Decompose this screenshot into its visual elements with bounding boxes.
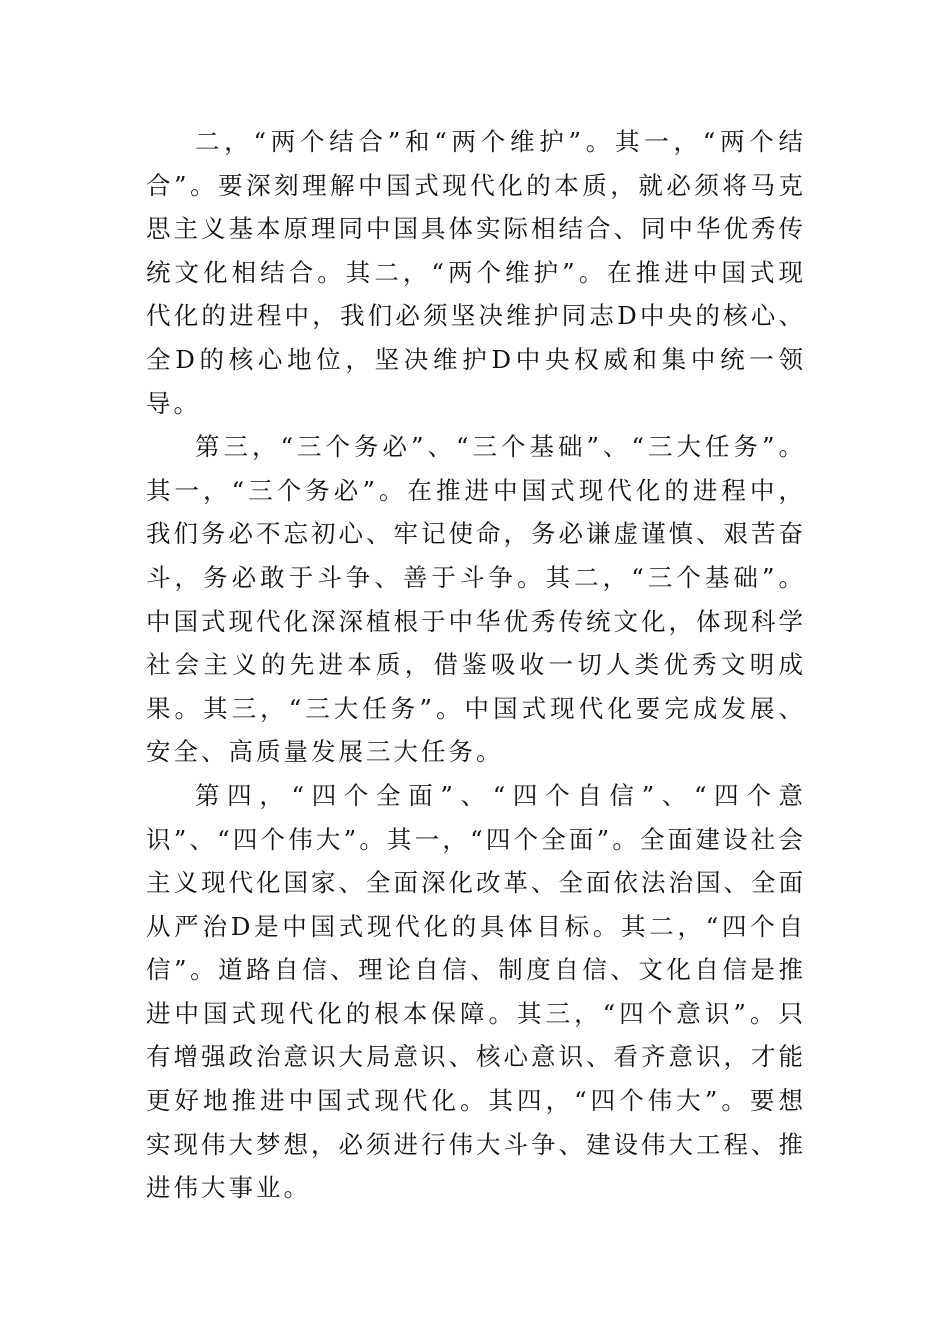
paragraph-four-comprehensives: 第四，“四个全面”、“四个自信”、“四个意识”、“四个伟大”。其一，“四个全面”。全面建设社会主义现代化国家、全面深化改革、全面依法治国、全面从严治D是中国式现代化的具体目标。其二，“四个自信”。道路自信、理论自信、制度自信、文化自信是推进中国式现代化的根本保障。其三，“四个意识”。只有增强政治意识大局意识、核心意识、看齐意识，才能更好地推进中国式现代化。其四，“四个伟大”。要想实现伟大梦想，必须进行伟大斗争、建设伟大工程、推进伟大事业。	[146, 780, 806, 1203]
paragraph-three-musts: 第三，“三个务必”、“三个基础”、“三大任务”。其一，“三个务必”。在推进中国式现代化的进程中，我们务必不忘初心、牢记使命，务必谦虚谨慎、艰苦奋斗，务必敢于斗争、善于斗争。其二，“三个基础”。中国式现代化深深植根于中华优秀传统文化，体现科学社会主义的先进本质，借鉴吸收一切人类优秀文明成果。其三，“三大任务”。中国式现代化要完成发展、安全、高质量发展三大任务。	[146, 432, 806, 767]
paragraph-two-combinations: 二，“两个结合”和“两个维护”。其一，“两个结合”。要深刻理解中国式现代化的本质，就必须将马克思主义基本原理同中国具体实际相结合、同中华优秀传统文化相结合。其二，“两个维护”。在推进中国式现代化的进程中，我们必须坚决维护同志D中央的核心、全D的核心地位，坚决维护D中央权威和集中统一领导。	[146, 127, 806, 418]
document-body	[146, 120, 806, 1210]
